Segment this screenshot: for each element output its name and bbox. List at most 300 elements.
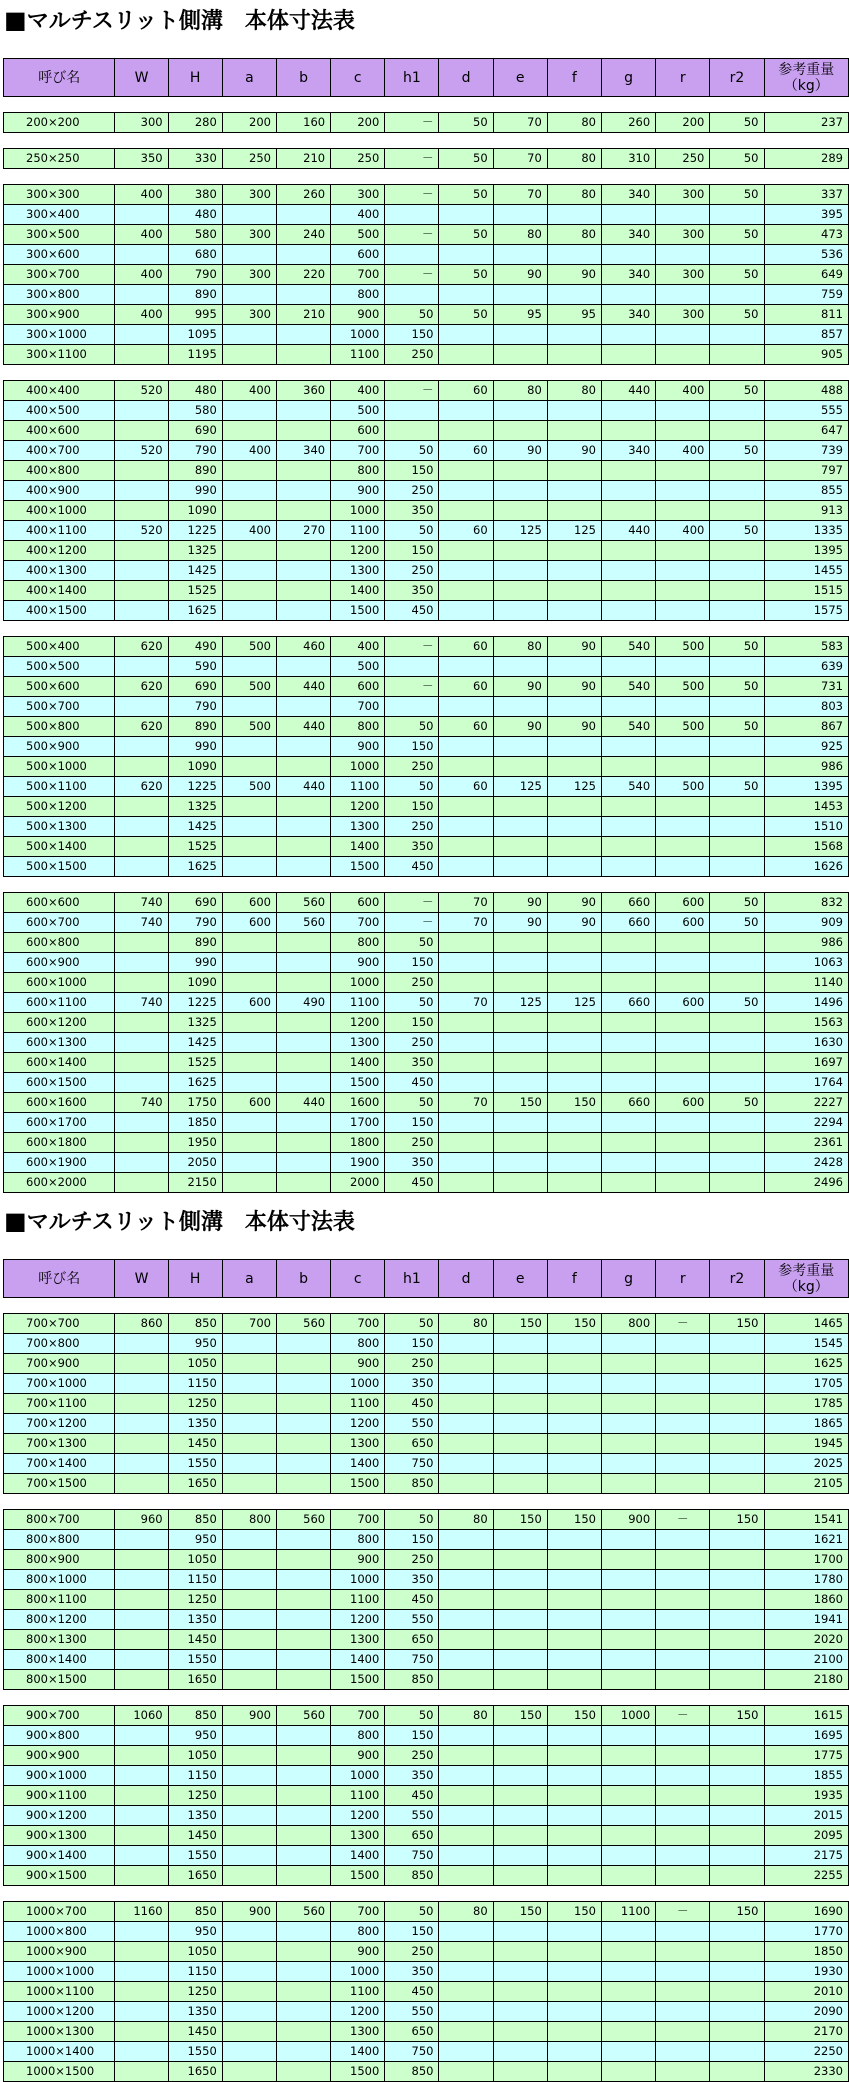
cell-g: 540: [601, 677, 655, 697]
cell-r2: [710, 1650, 764, 1670]
cell-a: [222, 1073, 276, 1093]
cell-name: 900×900: [4, 1746, 115, 1766]
cell-weight: 1515: [764, 581, 849, 601]
cell-g: [601, 1786, 655, 1806]
cell-e: [493, 1726, 547, 1746]
table-row: [4, 857, 849, 877]
cell-a: [222, 1550, 276, 1570]
cell-weight: 1615: [764, 1706, 849, 1726]
cell-r: [656, 285, 710, 305]
cell-r2: [710, 2042, 764, 2062]
cell-c: 900: [331, 305, 385, 325]
cell-r: [656, 601, 710, 621]
cell-d: [439, 1866, 493, 1886]
cell-weight: 1453: [764, 797, 849, 817]
cell-name: 900×800: [4, 1726, 115, 1746]
cell-f: [547, 2022, 601, 2042]
cell-e: [493, 797, 547, 817]
cell-d: [439, 1173, 493, 1193]
cell-weight: 2227: [764, 1093, 849, 1113]
cell-e: 90: [493, 677, 547, 697]
cell-d: 60: [439, 777, 493, 797]
cell-f: [547, 1746, 601, 1766]
cell-name: 600×1700: [4, 1113, 115, 1133]
cell-r: [656, 737, 710, 757]
cell-r2: 50: [710, 637, 764, 657]
table-row: [4, 893, 849, 913]
cell-h1: 450: [385, 1173, 439, 1193]
cell-w: [115, 1414, 168, 1434]
cell-h: 1325: [168, 541, 222, 561]
column-header-f: f: [547, 59, 601, 97]
cell-h: 1350: [168, 2002, 222, 2022]
cell-a: [222, 1806, 276, 1826]
cell-c: 700: [331, 913, 385, 933]
cell-w: [115, 245, 168, 265]
cell-w: [115, 697, 168, 717]
cell-f: [547, 501, 601, 521]
cell-w: [115, 501, 168, 521]
cell-a: [222, 817, 276, 837]
cell-w: 960: [115, 1510, 168, 1530]
cell-a: [222, 1922, 276, 1942]
cell-g: [601, 1153, 655, 1173]
cell-f: [547, 1374, 601, 1394]
cell-weight: 337: [764, 185, 849, 205]
cell-weight: 1541: [764, 1510, 849, 1530]
cell-w: 620: [115, 777, 168, 797]
cell-r2: [710, 817, 764, 837]
cell-w: 520: [115, 381, 168, 401]
cell-h: 1550: [168, 1650, 222, 1670]
cell-b: 220: [276, 265, 330, 285]
cell-r: [656, 1630, 710, 1650]
cell-d: [439, 1922, 493, 1942]
cell-b: [276, 1153, 330, 1173]
cell-f: [547, 601, 601, 621]
cell-name: 800×900: [4, 1550, 115, 1570]
cell-c: 1300: [331, 1434, 385, 1454]
cell-e: [493, 1806, 547, 1826]
cell-h1: 350: [385, 1766, 439, 1786]
cell-r2: [710, 1786, 764, 1806]
cell-name: 1000×1300: [4, 2022, 115, 2042]
cell-b: 210: [276, 305, 330, 325]
cell-w: [115, 285, 168, 305]
cell-weight: 1545: [764, 1334, 849, 1354]
cell-c: 800: [331, 1726, 385, 1746]
cell-a: [222, 697, 276, 717]
cell-e: [493, 461, 547, 481]
cell-w: [115, 325, 168, 345]
cell-r2: 50: [710, 149, 764, 169]
cell-h: 790: [168, 441, 222, 461]
cell-name: 700×1100: [4, 1394, 115, 1414]
cell-w: 620: [115, 717, 168, 737]
cell-h1: 650: [385, 2022, 439, 2042]
cell-name: 500×700: [4, 697, 115, 717]
cell-h1: 350: [385, 1570, 439, 1590]
cell-r2: [710, 1113, 764, 1133]
cell-a: [222, 1434, 276, 1454]
table-row: [4, 993, 849, 1013]
cell-e: [493, 601, 547, 621]
cell-f: [547, 1962, 601, 1982]
cell-h: 1625: [168, 857, 222, 877]
cell-name: 700×1500: [4, 1474, 115, 1494]
table-row: [4, 1530, 849, 1550]
cell-a: [222, 1726, 276, 1746]
cell-d: [439, 1454, 493, 1474]
cell-r2: [710, 601, 764, 621]
cell-w: [115, 1354, 168, 1374]
cell-e: [493, 1922, 547, 1942]
cell-r2: 50: [710, 185, 764, 205]
cell-a: [222, 285, 276, 305]
cell-d: 50: [439, 305, 493, 325]
column-header-c: c: [331, 59, 385, 97]
cell-a: 600: [222, 893, 276, 913]
cell-g: 540: [601, 777, 655, 797]
cell-f: 90: [547, 441, 601, 461]
cell-b: [276, 1610, 330, 1630]
cell-e: [493, 401, 547, 421]
cell-a: [222, 757, 276, 777]
cell-w: [115, 1590, 168, 1610]
cell-r: [656, 837, 710, 857]
cell-w: [115, 1962, 168, 1982]
cell-d: [439, 1630, 493, 1650]
cell-b: 560: [276, 1510, 330, 1530]
column-header-e: e: [493, 59, 547, 97]
cell-a: 900: [222, 1706, 276, 1726]
cell-f: [547, 1570, 601, 1590]
cell-name: 400×600: [4, 421, 115, 441]
cell-r: 400: [656, 441, 710, 461]
cell-h: 850: [168, 1706, 222, 1726]
cell-a: [222, 1053, 276, 1073]
cell-h: 1550: [168, 2042, 222, 2062]
cell-a: [222, 797, 276, 817]
cell-name: 300×300: [4, 185, 115, 205]
cell-e: 70: [493, 149, 547, 169]
cell-g: 800: [601, 1314, 655, 1334]
cell-b: [276, 1530, 330, 1550]
cell-e: 80: [493, 637, 547, 657]
cell-b: 210: [276, 149, 330, 169]
cell-a: 600: [222, 1093, 276, 1113]
cell-e: [493, 1550, 547, 1570]
cell-r2: [710, 1806, 764, 1826]
cell-g: [601, 953, 655, 973]
cell-g: [601, 857, 655, 877]
cell-e: [493, 285, 547, 305]
spacer-cell: [4, 97, 849, 113]
cell-g: [601, 501, 655, 521]
cell-r2: [710, 1053, 764, 1073]
cell-d: [439, 1073, 493, 1093]
cell-h: 850: [168, 1902, 222, 1922]
cell-g: 1100: [601, 1902, 655, 1922]
cell-name: 400×800: [4, 461, 115, 481]
cell-w: [115, 1133, 168, 1153]
cell-a: [222, 1474, 276, 1494]
cell-h1: 850: [385, 1474, 439, 1494]
cell-a: [222, 657, 276, 677]
cell-c: 1400: [331, 2042, 385, 2062]
table-row: [4, 1650, 849, 1670]
cell-e: [493, 1153, 547, 1173]
cell-f: 125: [547, 777, 601, 797]
cell-d: 80: [439, 1902, 493, 1922]
cell-h1: 250: [385, 1354, 439, 1374]
cell-h1: 250: [385, 757, 439, 777]
cell-b: 560: [276, 913, 330, 933]
table-row: [4, 757, 849, 777]
cell-w: 400: [115, 185, 168, 205]
cell-w: [115, 561, 168, 581]
table-row: [4, 1746, 849, 1766]
cell-h: 1650: [168, 1670, 222, 1690]
cell-r2: [710, 1394, 764, 1414]
cell-h1: 450: [385, 1073, 439, 1093]
cell-r2: [710, 1962, 764, 1982]
cell-c: 1200: [331, 1414, 385, 1434]
cell-e: 125: [493, 777, 547, 797]
cell-weight: 1563: [764, 1013, 849, 1033]
cell-a: [222, 857, 276, 877]
cell-f: [547, 1982, 601, 2002]
cell-w: 1060: [115, 1706, 168, 1726]
cell-w: [115, 1334, 168, 1354]
column-header-weight: 参考重量 （kg）: [764, 1260, 849, 1298]
cell-c: 1400: [331, 837, 385, 857]
cell-r2: 50: [710, 717, 764, 737]
cell-f: 95: [547, 305, 601, 325]
cell-c: 1500: [331, 601, 385, 621]
cell-w: [115, 421, 168, 441]
cell-d: [439, 1846, 493, 1866]
table-row: [4, 265, 849, 285]
cell-a: [222, 1610, 276, 1630]
cell-r: [656, 1374, 710, 1394]
cell-g: [601, 2022, 655, 2042]
cell-r: －: [656, 1902, 710, 1922]
cell-b: [276, 657, 330, 677]
cell-a: [222, 1846, 276, 1866]
cell-weight: 759: [764, 285, 849, 305]
cell-name: 300×700: [4, 265, 115, 285]
cell-w: [115, 1726, 168, 1746]
cell-b: [276, 1334, 330, 1354]
cell-d: [439, 245, 493, 265]
cell-g: [601, 2042, 655, 2062]
cell-c: 1100: [331, 521, 385, 541]
cell-f: [547, 1530, 601, 1550]
cell-b: [276, 1670, 330, 1690]
cell-h: 1650: [168, 2062, 222, 2082]
column-header-b: b: [276, 59, 330, 97]
table-row: [4, 1922, 849, 1942]
column-header-r2: r2: [710, 1260, 764, 1298]
cell-w: 740: [115, 1093, 168, 1113]
cell-r2: 50: [710, 893, 764, 913]
cell-f: [547, 797, 601, 817]
table-row: [4, 1454, 849, 1474]
cell-a: [222, 2002, 276, 2022]
cell-r: [656, 1153, 710, 1173]
cell-f: [547, 1173, 601, 1193]
table-row: [4, 1053, 849, 1073]
cell-f: [547, 1354, 601, 1374]
cell-w: [115, 601, 168, 621]
cell-f: [547, 1013, 601, 1033]
cell-g: [601, 461, 655, 481]
cell-d: [439, 561, 493, 581]
cell-r: [656, 1354, 710, 1374]
cell-name: 300×900: [4, 305, 115, 325]
cell-r2: [710, 933, 764, 953]
cell-h1: 50: [385, 777, 439, 797]
cell-b: 440: [276, 777, 330, 797]
cell-weight: 1575: [764, 601, 849, 621]
cell-weight: 867: [764, 717, 849, 737]
cell-f: [547, 1113, 601, 1133]
cell-e: [493, 933, 547, 953]
cell-b: [276, 1630, 330, 1650]
cell-d: [439, 461, 493, 481]
cell-weight: 1568: [764, 837, 849, 857]
cell-g: [601, 1113, 655, 1133]
cell-c: 800: [331, 933, 385, 953]
column-header-d: d: [439, 59, 493, 97]
cell-h1: 150: [385, 461, 439, 481]
cell-h1: 850: [385, 1670, 439, 1690]
cell-w: 620: [115, 637, 168, 657]
cell-g: 310: [601, 149, 655, 169]
column-header-d: d: [439, 1260, 493, 1298]
cell-c: 1500: [331, 857, 385, 877]
cell-name: 300×1000: [4, 325, 115, 345]
cell-e: [493, 1013, 547, 1033]
cell-g: [601, 1434, 655, 1454]
cell-e: [493, 1073, 547, 1093]
cell-d: 70: [439, 993, 493, 1013]
table-row: [4, 521, 849, 541]
cell-b: [276, 697, 330, 717]
cell-c: 800: [331, 285, 385, 305]
cell-w: [115, 973, 168, 993]
cell-w: [115, 1454, 168, 1474]
cell-g: [601, 1766, 655, 1786]
cell-h1: 350: [385, 581, 439, 601]
cell-e: [493, 1133, 547, 1153]
cell-r2: 150: [710, 1510, 764, 1530]
cell-h1: 450: [385, 601, 439, 621]
cell-f: [547, 1550, 601, 1570]
cell-c: 800: [331, 1922, 385, 1942]
cell-r2: [710, 1982, 764, 2002]
cell-g: [601, 1726, 655, 1746]
cell-e: [493, 973, 547, 993]
cell-h1: 750: [385, 1454, 439, 1474]
cell-r2: 50: [710, 381, 764, 401]
cell-h1: 250: [385, 1746, 439, 1766]
cell-a: 250: [222, 149, 276, 169]
cell-e: 125: [493, 521, 547, 541]
cell-g: 340: [601, 265, 655, 285]
cell-name: 800×1500: [4, 1670, 115, 1690]
cell-c: 1700: [331, 1113, 385, 1133]
cell-b: [276, 1550, 330, 1570]
cell-g: [601, 2002, 655, 2022]
cell-c: 700: [331, 441, 385, 461]
table-row: [4, 953, 849, 973]
cell-f: 150: [547, 1510, 601, 1530]
cell-w: 520: [115, 521, 168, 541]
cell-name: 400×1400: [4, 581, 115, 601]
cell-d: 70: [439, 913, 493, 933]
cell-r: [656, 2022, 710, 2042]
table-row: [4, 1806, 849, 1826]
cell-c: 800: [331, 461, 385, 481]
cell-b: [276, 973, 330, 993]
cell-c: 1200: [331, 797, 385, 817]
cell-h1: 350: [385, 501, 439, 521]
cell-g: [601, 837, 655, 857]
cell-w: [115, 737, 168, 757]
cell-c: 1800: [331, 1133, 385, 1153]
cell-h: 990: [168, 481, 222, 501]
table-row: [4, 973, 849, 993]
cell-b: [276, 737, 330, 757]
cell-r: 250: [656, 149, 710, 169]
cell-g: [601, 1454, 655, 1474]
cell-r: [656, 817, 710, 837]
cell-r: [656, 1650, 710, 1670]
cell-h1: 150: [385, 1726, 439, 1746]
cell-r: －: [656, 1706, 710, 1726]
cell-name: 500×500: [4, 657, 115, 677]
table-row: [4, 205, 849, 225]
cell-h1: 350: [385, 1153, 439, 1173]
cell-e: 90: [493, 265, 547, 285]
cell-r2: [710, 737, 764, 757]
cell-h1: －: [385, 677, 439, 697]
cell-a: [222, 205, 276, 225]
table-row: [4, 737, 849, 757]
cell-f: [547, 461, 601, 481]
cell-h: 1650: [168, 1866, 222, 1886]
cell-e: 150: [493, 1093, 547, 1113]
cell-a: 400: [222, 441, 276, 461]
cell-weight: 731: [764, 677, 849, 697]
cell-weight: 811: [764, 305, 849, 325]
cell-a: [222, 2022, 276, 2042]
cell-weight: 855: [764, 481, 849, 501]
cell-w: 860: [115, 1314, 168, 1334]
table-row: [4, 285, 849, 305]
cell-r2: [710, 757, 764, 777]
cell-h1: －: [385, 381, 439, 401]
cell-e: [493, 1414, 547, 1434]
cell-c: 1000: [331, 1766, 385, 1786]
cell-weight: 2250: [764, 2042, 849, 2062]
cell-c: 1100: [331, 1590, 385, 1610]
cell-e: [493, 737, 547, 757]
cell-w: [115, 461, 168, 481]
cell-c: 700: [331, 1510, 385, 1530]
